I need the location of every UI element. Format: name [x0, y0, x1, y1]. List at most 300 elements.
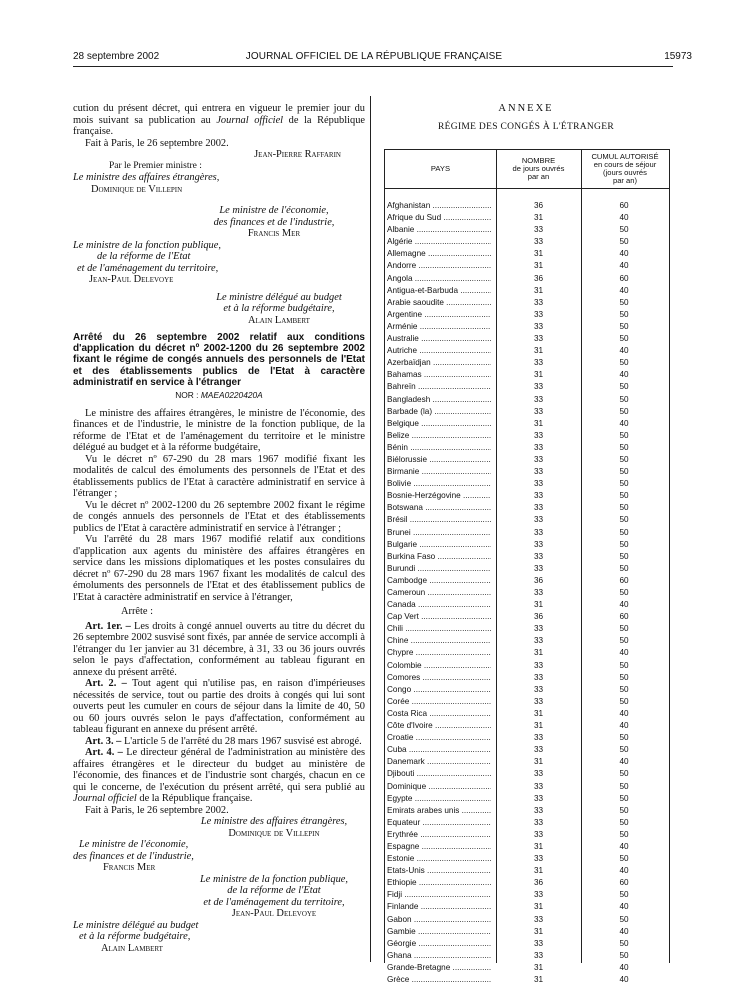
cumul-cell: 50 — [619, 515, 629, 525]
days-cell: 31 — [533, 866, 544, 876]
column-separator — [370, 96, 371, 962]
days-cell: 33 — [533, 793, 544, 803]
preamble-paragraph: Le ministre des affaires étrangères, le ministre de l'économie, des finances et de l'industrie, le ministre de la fonction publique, de la réforme de l'Etat et de l'aménagement du territoire et le ministre délégué au budget et à la réforme budgétaire, — [73, 407, 365, 454]
arrete-word: Arrête : — [121, 606, 154, 618]
days-cell: 31 — [533, 708, 544, 718]
table-row — [387, 297, 667, 309]
table-row — [387, 212, 667, 224]
table-row — [387, 309, 667, 321]
sig4-title-2: et à la réforme budgétaire, — [223, 303, 335, 314]
table-row — [387, 224, 667, 236]
par-le-premier-ministre: Par le Premier ministre : — [109, 160, 202, 171]
country-cell: Estonie ..... — [387, 853, 491, 865]
days-cell: 33 — [533, 563, 544, 573]
days-cell: 33 — [533, 769, 544, 779]
table-row — [387, 357, 667, 369]
country-cell: Botswana ..... — [387, 502, 491, 514]
country-cell: Equateur ..... — [387, 817, 491, 829]
sig7-title-3: et de l'aménagement du territoire, — [203, 896, 345, 908]
sig6-title-1: Le ministre de l'économie, — [79, 839, 189, 851]
country-cell: Ghana ..... — [387, 950, 491, 962]
country-cell: Bahamas ..... — [387, 369, 491, 381]
country-cell: Afrique du Sud ..... — [387, 212, 491, 224]
table-row — [387, 950, 667, 962]
country-cell: Comores ..... — [387, 672, 491, 684]
article-2: Art. 2. – Tout agent qui n'utilise pas, en raison d'impérieuses nécessités de service, tout ou partie des droits à congés qui lui sont ouverts peut les cumuler en cours de séjour dans la limite de 40, 50 ou 60 jours ouvrés selon le pays d'affectation, conformément au tableau figurant en annexe du présent arrêté. — [73, 678, 365, 736]
days-cell: 36 — [533, 273, 544, 283]
cumul-cell: 50 — [619, 817, 629, 827]
cumul-cell: 40 — [619, 902, 629, 912]
table-row — [387, 273, 667, 285]
days-cell: 31 — [533, 285, 544, 295]
days-cell: 33 — [533, 660, 544, 670]
cumul-cell: 50 — [619, 672, 629, 682]
table-row — [387, 333, 667, 345]
table-row — [387, 744, 667, 756]
days-cell: 31 — [533, 418, 544, 428]
days-cell: 31 — [533, 600, 544, 610]
days-cell: 31 — [533, 841, 544, 851]
country-cell: Allemagne ..... — [387, 248, 491, 260]
cumul-cell: 40 — [619, 600, 629, 610]
days-cell: 33 — [533, 237, 544, 247]
cumul-cell: 60 — [619, 201, 629, 210]
table-row — [387, 708, 667, 720]
country-cell: Albanie ..... — [387, 224, 491, 236]
table-row — [387, 829, 667, 841]
days-cell: 31 — [533, 926, 544, 936]
country-cell: Autriche ..... — [387, 345, 491, 357]
sig3-title-2: de la réforme de l'Etat — [97, 251, 191, 262]
table-row — [387, 418, 667, 430]
cumul-cell: 50 — [619, 793, 629, 803]
table-row — [387, 527, 667, 539]
table-row — [387, 599, 667, 611]
country-cell: Congo ..... — [387, 684, 491, 696]
table-row — [387, 877, 667, 889]
right-column — [384, 103, 668, 984]
days-cell: 33 — [533, 334, 544, 344]
cumul-cell: 50 — [619, 321, 629, 331]
days-cell: 33 — [533, 467, 544, 477]
column-header-nombre: NOMBRE de jours ouvrés par an — [512, 156, 565, 181]
table-row — [387, 647, 667, 659]
days-cell: 33 — [533, 406, 544, 416]
cumul-cell: 50 — [619, 854, 629, 864]
table-row — [387, 285, 667, 297]
country-cell: Birmanie ..... — [387, 466, 491, 478]
sig5-name: Dominique de Villepin — [228, 827, 320, 839]
cumul-cell: 50 — [619, 696, 629, 706]
cumul-cell: 50 — [619, 430, 629, 440]
country-cell: Biélorussie ..... — [387, 454, 491, 466]
table-row — [387, 962, 667, 974]
table-row — [387, 635, 667, 647]
country-cell: Grande-Bretagne ..... — [387, 962, 491, 974]
cumul-cell: 50 — [619, 503, 629, 513]
country-cell: Cambodge ..... — [387, 575, 491, 587]
cumul-cell: 40 — [619, 213, 629, 223]
country-cell: Géorgie ..... — [387, 938, 491, 950]
country-cell: Arabie saoudite ..... — [387, 297, 491, 309]
cumul-cell: 50 — [619, 551, 629, 561]
table-row — [387, 587, 667, 599]
cumul-cell: 50 — [619, 394, 629, 404]
country-cell: Angola ..... — [387, 273, 491, 285]
cumul-cell: 50 — [619, 442, 629, 452]
cumul-cell: 60 — [619, 273, 629, 283]
country-cell: Dominique ..... — [387, 781, 491, 793]
sig8-title-2: et à la réforme budgétaire, — [79, 931, 191, 943]
page-header — [0, 51, 748, 65]
table-row — [387, 454, 667, 466]
country-cell: Bénin ..... — [387, 442, 491, 454]
table-row — [387, 369, 667, 381]
sig3-title-3: et de l'aménagement du territoire, — [77, 262, 219, 274]
sig2-title-1: Le ministre de l'économie, — [219, 205, 329, 216]
table-row — [387, 406, 667, 418]
conges-table — [384, 149, 670, 984]
country-cell: Argentine ..... — [387, 309, 491, 321]
country-cell: Arménie ..... — [387, 321, 491, 333]
cumul-cell: 50 — [619, 624, 629, 634]
country-cell: Chine ..... — [387, 635, 491, 647]
cumul-cell: 50 — [619, 733, 629, 743]
table-row — [387, 466, 667, 478]
days-cell: 33 — [533, 938, 544, 948]
cumul-cell: 50 — [619, 660, 629, 670]
cumul-cell: 40 — [619, 370, 629, 380]
table-row — [387, 490, 667, 502]
days-cell: 33 — [533, 358, 544, 368]
cumul-cell: 50 — [619, 225, 629, 235]
country-cell: Algérie ..... — [387, 236, 491, 248]
cumul-cell: 50 — [619, 539, 629, 549]
days-cell: 33 — [533, 624, 544, 634]
cumul-cell: 50 — [619, 297, 629, 307]
cumul-cell: 40 — [619, 418, 629, 428]
country-cell: Corée ..... — [387, 696, 491, 708]
sig6-name: Francis Mer — [103, 862, 156, 874]
country-cell: Cap Vert ..... — [387, 611, 491, 623]
table-row — [387, 720, 667, 732]
signature-premier-ministre: Jean-Pierre Raffarin — [254, 149, 341, 160]
days-cell: 33 — [533, 442, 544, 452]
cumul-cell: 50 — [619, 382, 629, 392]
country-cell: Espagne ..... — [387, 841, 491, 853]
cumul-cell: 50 — [619, 454, 629, 464]
table-row — [387, 768, 667, 780]
table-row — [387, 696, 667, 708]
days-cell: 33 — [533, 503, 544, 513]
cumul-cell: 50 — [619, 950, 629, 960]
table-row — [387, 781, 667, 793]
days-cell: 31 — [533, 975, 544, 984]
cumul-cell: 40 — [619, 708, 629, 718]
sig8-title-1: Le ministre délégué au budget — [73, 919, 199, 931]
country-cell: Grèce ..... — [387, 974, 491, 986]
table-row — [387, 345, 667, 357]
cumul-cell: 50 — [619, 479, 629, 489]
days-cell: 36 — [533, 878, 544, 888]
table-row — [387, 563, 667, 575]
cumul-cell: 50 — [619, 334, 629, 344]
days-cell: 33 — [533, 914, 544, 924]
country-cell: Danemark ..... — [387, 756, 491, 768]
vu-decret-67-290: Vu le décret nº 67-290 du 28 mars 1967 modifié fixant les modalités de calcul des émoluments des personnels de l'Etat et des établissements publics de l'Etat à caractère administratif en service à l'étranger ; — [73, 453, 365, 500]
table-row — [387, 672, 667, 684]
table-row — [387, 901, 667, 913]
country-cell: Chypre ..... — [387, 647, 491, 659]
sig5-title: Le ministre des affaires étrangères, — [200, 816, 348, 828]
sig4-title-1: Le ministre délégué au budget — [216, 291, 342, 303]
cumul-cell: 50 — [619, 491, 629, 501]
sig2-title-2: des finances et de l'industrie, — [213, 216, 335, 228]
days-cell: 31 — [533, 902, 544, 912]
days-cell: 33 — [533, 781, 544, 791]
column-header-cumul: CUMUL AUTORISÉ en cours de séjour (jours ouvrés par an) — [591, 152, 659, 185]
cumul-cell: 60 — [619, 575, 629, 585]
sig3-title-1: Le ministre de la fonction publique, — [73, 239, 221, 251]
annexe-heading: ANNEXE — [498, 103, 554, 114]
cumul-cell: 50 — [619, 237, 629, 247]
table-row — [387, 793, 667, 805]
days-cell: 33 — [533, 309, 544, 319]
country-cell: Emirats arabes unis ..... — [387, 805, 491, 817]
sig3-name: Jean-Paul Delevoye — [89, 274, 174, 285]
days-cell: 33 — [533, 829, 544, 839]
table-row — [387, 756, 667, 768]
cumul-cell: 40 — [619, 346, 629, 356]
table-row — [387, 442, 667, 454]
days-cell: 33 — [533, 745, 544, 755]
cumul-cell: 50 — [619, 781, 629, 791]
table-row — [387, 502, 667, 514]
arrete-title: Arrêté du 26 septembre 2002 relatif aux conditions d'application du décret nº 2002-1200 du 26 septembre 2002 fixant le régime de congés annuels des personnels de l'Etat et des établissements publics de l'Etat à caractère administratif en service à l'étranger — [73, 332, 365, 388]
table-row — [387, 381, 667, 393]
days-cell: 33 — [533, 805, 544, 815]
table-row — [387, 841, 667, 853]
days-cell: 33 — [533, 297, 544, 307]
days-cell: 33 — [533, 684, 544, 694]
country-cell: Gabon ..... — [387, 914, 491, 926]
days-cell: 31 — [533, 213, 544, 223]
country-cell: Finlande ..... — [387, 901, 491, 913]
table-row — [387, 660, 667, 672]
cumul-cell: 40 — [619, 962, 629, 972]
country-cell: Ethiopie ..... — [387, 877, 491, 889]
cumul-cell: 50 — [619, 914, 629, 924]
sig6-title-2: des finances et de l'industrie, — [73, 850, 194, 862]
days-cell: 31 — [533, 962, 544, 972]
cumul-cell: 50 — [619, 588, 629, 597]
days-cell: 33 — [533, 382, 544, 392]
table-row — [387, 914, 667, 926]
header-date: 28 septembre 2002 — [73, 51, 160, 62]
sig7-title-2: de la réforme de l'Etat — [227, 885, 321, 897]
days-cell: 36 — [533, 575, 544, 585]
country-cell: Antigua-et-Barbuda ..... — [387, 285, 491, 297]
intro-paragraph: cution du présent décret, qui entrera en vigueur le premier jour du mois suivant sa publication au Journal officiel de la République française. — [73, 103, 366, 137]
days-cell: 31 — [533, 346, 544, 356]
days-cell: 33 — [533, 539, 544, 549]
days-cell: 33 — [533, 733, 544, 743]
country-cell: Canada ..... — [387, 599, 491, 611]
country-cell: Belgique ..... — [387, 418, 491, 430]
days-cell: 33 — [533, 696, 544, 706]
left-column — [73, 103, 365, 954]
table-row — [387, 817, 667, 829]
sig2-name: Francis Mer — [247, 228, 301, 239]
days-cell: 33 — [533, 950, 544, 960]
table-row — [387, 430, 667, 442]
cumul-cell: 60 — [619, 612, 629, 622]
country-cell: Australie ..... — [387, 333, 491, 345]
days-cell: 31 — [533, 648, 544, 658]
article-3: Art. 3. – L'article 5 de l'arrêté du 28 mars 1967 susvisé est abrogé. — [85, 735, 362, 747]
days-cell: 33 — [533, 515, 544, 525]
country-cell: Colombie ..... — [387, 660, 491, 672]
sig1-name: Dominique de Villepin — [91, 183, 183, 195]
cumul-cell: 40 — [619, 866, 629, 876]
days-cell: 33 — [533, 225, 544, 235]
table-row — [387, 732, 667, 744]
sig1-title: Le ministre des affaires étrangères, — [73, 172, 220, 183]
cumul-cell: 40 — [619, 975, 629, 984]
cumul-cell: 50 — [619, 406, 629, 416]
days-cell: 33 — [533, 527, 544, 537]
days-cell: 33 — [533, 636, 544, 646]
table-row — [387, 200, 667, 212]
country-cell: Djibouti ..... — [387, 768, 491, 780]
article-4: Art. 4. – Le directeur général de l'administration au ministère des affaires étrangères et le directeur du budget au ministère de l'économie, des finances et de l'industrie sont chargés, chacun en ce qui le concerne, de l'exécution du présent arrêté, qui sera publié au Journal officiel de la République française. — [73, 747, 365, 805]
days-cell: 36 — [533, 612, 544, 622]
table-row — [387, 321, 667, 333]
cumul-cell: 50 — [619, 467, 629, 477]
table-row — [387, 889, 667, 901]
table-row — [387, 551, 667, 563]
days-cell: 31 — [533, 261, 544, 271]
days-cell: 33 — [533, 890, 544, 900]
cumul-cell: 40 — [619, 721, 629, 731]
cumul-cell: 50 — [619, 805, 629, 815]
fait-a-paris-1: Fait à Paris, le 26 septembre 2002. — [85, 137, 229, 149]
header-rule — [73, 66, 673, 67]
country-cell: Belize ..... — [387, 430, 491, 442]
country-cell: Gambie ..... — [387, 926, 491, 938]
vu-decret-2002-1200: Vu le décret nº 2002-1200 du 26 septembre 2002 fixant le régime de congés annuels des personnels de l'Etat et des établissements publics de l'Etat à caractère administratif en service à l'étranger ; — [73, 499, 365, 534]
table-row — [387, 478, 667, 490]
days-cell: 31 — [533, 757, 544, 767]
days-cell: 33 — [533, 454, 544, 464]
table-row — [387, 514, 667, 526]
table-row — [387, 865, 667, 877]
country-cell: Burkina Faso ..... — [387, 551, 491, 563]
days-cell: 31 — [533, 249, 544, 259]
table-row — [387, 623, 667, 635]
table-row — [387, 938, 667, 950]
cumul-cell: 50 — [619, 684, 629, 694]
cumul-cell: 40 — [619, 757, 629, 767]
country-cell: Azerbaïdjan ..... — [387, 357, 491, 369]
cumul-cell: 50 — [619, 309, 629, 319]
country-cell: Cameroun ..... — [387, 587, 491, 599]
country-cell: Burundi ..... — [387, 563, 491, 575]
cumul-cell: 40 — [619, 261, 629, 271]
table-row — [387, 248, 667, 260]
country-cell: Brunei ..... — [387, 527, 491, 539]
country-cell: Cuba ..... — [387, 744, 491, 756]
country-cell: Bahreïn ..... — [387, 381, 491, 393]
vu-arrete-1967: Vu l'arrêté du 28 mars 1967 modifié relatif aux conditions d'application aux agents du ministère des affaires étrangères en service dans les missions diplomatiques et les postes consulaires du décret nº 67-290 du 28 mars 1967 fixant les modalités de calcul des émoluments des personnels de l'Etat et des établissement publics de l'Etat à caractère administratif en service à l'étranger, — [73, 534, 365, 603]
cumul-cell: 50 — [619, 527, 629, 537]
cumul-cell: 40 — [619, 249, 629, 259]
cumul-cell: 40 — [619, 926, 629, 936]
table-row — [387, 974, 667, 986]
country-cell: Fidji ..... — [387, 889, 491, 901]
table-row — [387, 394, 667, 406]
table-row — [387, 853, 667, 865]
days-cell: 31 — [533, 721, 544, 731]
country-cell: Bosnie-Herzégovine ..... — [387, 490, 491, 502]
sig4-name: Alain Lambert — [248, 314, 310, 326]
cumul-cell: 40 — [619, 285, 629, 295]
country-cell: Bolivie ..... — [387, 478, 491, 490]
fait-a-paris-2: Fait à Paris, le 26 septembre 2002. — [85, 804, 229, 816]
header-page-number: 15973 — [664, 51, 692, 62]
days-cell: 33 — [533, 430, 544, 440]
column-header-pays: PAYS — [430, 164, 451, 173]
table-row — [387, 684, 667, 696]
country-cell: Brésil ..... — [387, 514, 491, 526]
table-row — [387, 611, 667, 623]
cumul-cell: 50 — [619, 358, 629, 368]
country-cell: Chili ..... — [387, 623, 491, 635]
days-cell: 31 — [533, 370, 544, 380]
table-row — [387, 805, 667, 817]
country-cell: Croatie ..... — [387, 732, 491, 744]
country-cell: Barbade (la) ..... — [387, 406, 491, 418]
cumul-cell: 50 — [619, 829, 629, 839]
cumul-cell: 50 — [619, 636, 629, 646]
cumul-cell: 40 — [619, 648, 629, 658]
days-cell: 36 — [533, 201, 544, 210]
cumul-cell: 60 — [619, 878, 629, 888]
days-cell: 33 — [533, 672, 544, 682]
days-cell: 33 — [533, 551, 544, 561]
table-row — [387, 926, 667, 938]
days-cell: 33 — [533, 854, 544, 864]
table-row — [387, 575, 667, 587]
article-1: Art. 1er. – Les droits à congé annuel ouverts au titre du décret du 26 septembre 2002 susvisé sont fixés, par année de service accompli à l'étranger du 1er janvier au 31 décembre, à 31, 33 ou 36 jours ouvrés selon le pays d'affectation, conformément au tableau figurant en annexe du présent arrêté. — [73, 620, 365, 678]
table-row — [387, 236, 667, 248]
sig8-name: Alain Lambert — [101, 942, 163, 954]
nor-reference: NOR : MAEA0220420A — [175, 390, 263, 401]
days-cell: 33 — [533, 394, 544, 404]
country-cell: Côte d'Ivoire ..... — [387, 720, 491, 732]
table-body — [387, 200, 667, 986]
sig7-title-1: Le ministre de la fonction publique, — [200, 873, 348, 885]
days-cell: 33 — [533, 817, 544, 827]
days-cell: 33 — [533, 321, 544, 331]
cumul-cell: 50 — [619, 938, 629, 948]
country-cell: Etats-Unis ..... — [387, 865, 491, 877]
country-cell: Erythrée ..... — [387, 829, 491, 841]
cumul-cell: 40 — [619, 841, 629, 851]
days-cell: 33 — [533, 588, 544, 597]
country-cell: Egypte ..... — [387, 793, 491, 805]
cumul-cell: 50 — [619, 745, 629, 755]
